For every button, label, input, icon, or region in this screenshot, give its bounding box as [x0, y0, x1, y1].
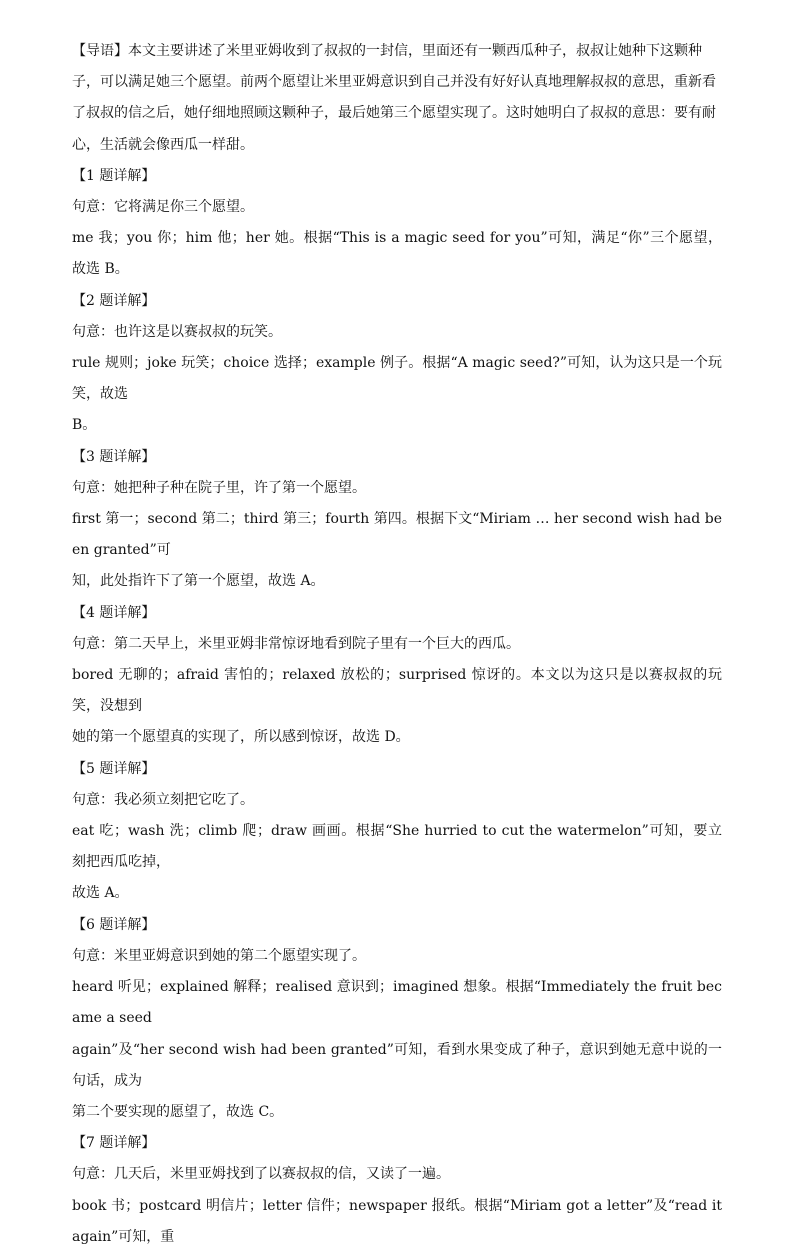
section-meaning: 句意：也许这是以赛叔叔的玩笑。: [72, 323, 282, 340]
section-meaning: 句意：她把种子种在院子里，许了第一个愿望。: [72, 479, 366, 496]
section-3: [72, 442, 722, 598]
section-heading: 【2 题详解】: [72, 292, 156, 309]
section-6: [72, 910, 722, 1128]
section-heading: 【6 题详解】: [72, 916, 156, 933]
section-heading: 【1 题详解】: [72, 167, 156, 184]
intro-line: 【导语】本文主要讲述了米里亚姆收到了叔叔的一封信，里面还有一颗西瓜种子，叔叔让她种下这颗种: [72, 43, 702, 59]
document-page: [72, 36, 722, 1253]
section-1: [72, 161, 722, 286]
section-meaning: 句意：米里亚姆意识到她的第二个愿望实现了。: [72, 947, 366, 964]
intro-line: 了叔叔的信之后，她仔细地照顾这颗种子，最后她第三个愿望实现了。这时她明白了叔叔的意思：要有耐: [72, 105, 716, 122]
section-line: 故选 A。: [72, 885, 129, 902]
intro-line: 心，生活就会像西瓜一样甜。: [72, 136, 254, 153]
section-line: B。: [72, 417, 97, 434]
section-line: 知，此处指许下了第一个愿望，故选 A。: [72, 573, 325, 590]
section-heading: 【4 题详解】: [72, 604, 156, 621]
section-line: 第二个要实现的愿望了，故选 C。: [72, 1103, 284, 1120]
section-heading: 【7 题详解】: [72, 1135, 156, 1152]
intro-paragraph: [72, 36, 722, 161]
section-line: first 第一；second 第二；third 第三；fourth 第四。根据下文“Miriam … her second wish had been granted”可: [72, 511, 722, 559]
section-heading: 【5 题详解】: [72, 760, 156, 777]
section-line: book 书；postcard 明信片；letter 信件；newspaper 报纸。根据“Miriam got a letter”及“read it again”可知，重: [72, 1197, 722, 1245]
section-2: [72, 286, 722, 442]
section-4: [72, 598, 722, 754]
intro-line: 子，可以满足她三个愿望。前两个愿望让米里亚姆意识到自己并没有好好认真地理解叔叔的意思，重新看: [72, 74, 716, 91]
section-meaning: 句意：几天后，米里亚姆找到了以赛叔叔的信，又读了一遍。: [72, 1166, 450, 1183]
section-line: heard 听见；explained 解释；realised 意识到；imagined 想象。根据“Immediately the fruit became a seed: [72, 979, 722, 1027]
section-line: bored 无聊的；afraid 害怕的；relaxed 放松的；surprised 惊讶的。本文以为这只是以赛叔叔的玩笑，没想到: [72, 667, 722, 715]
section-meaning: 句意：我必须立刻把它吃了。: [72, 791, 254, 808]
section-meaning: 句意：第二天早上，米里亚姆非常惊讶地看到院子里有一个巨大的西瓜。: [72, 635, 520, 652]
section-line: me 我；you 你；him 他；her 她。根据“This is a magic seed for you”可知，满足“你”三个愿望，故选 B。: [72, 230, 722, 278]
section-line: rule 规则；joke 玩笑；choice 选择；example 例子。根据“A magic seed?”可知，认为这只是一个玩笑，故选: [72, 355, 722, 403]
section-heading: 【3 题详解】: [72, 448, 156, 465]
section-meaning: 句意：它将满足你三个愿望。: [72, 199, 254, 216]
section-line: again”及“her second wish had been granted”可知，看到水果变成了种子，意识到她无意中说的一句话，成为: [72, 1041, 722, 1089]
section-5: [72, 754, 722, 910]
section-line: eat 吃；wash 洗；climb 爬；draw 画画。根据“She hurried to cut the watermelon”可知，要立刻把西瓜吃掉，: [72, 823, 722, 871]
section-7: [72, 1128, 722, 1253]
section-line: 她的第一个愿望真的实现了，所以感到惊讶，故选 D。: [72, 729, 410, 746]
